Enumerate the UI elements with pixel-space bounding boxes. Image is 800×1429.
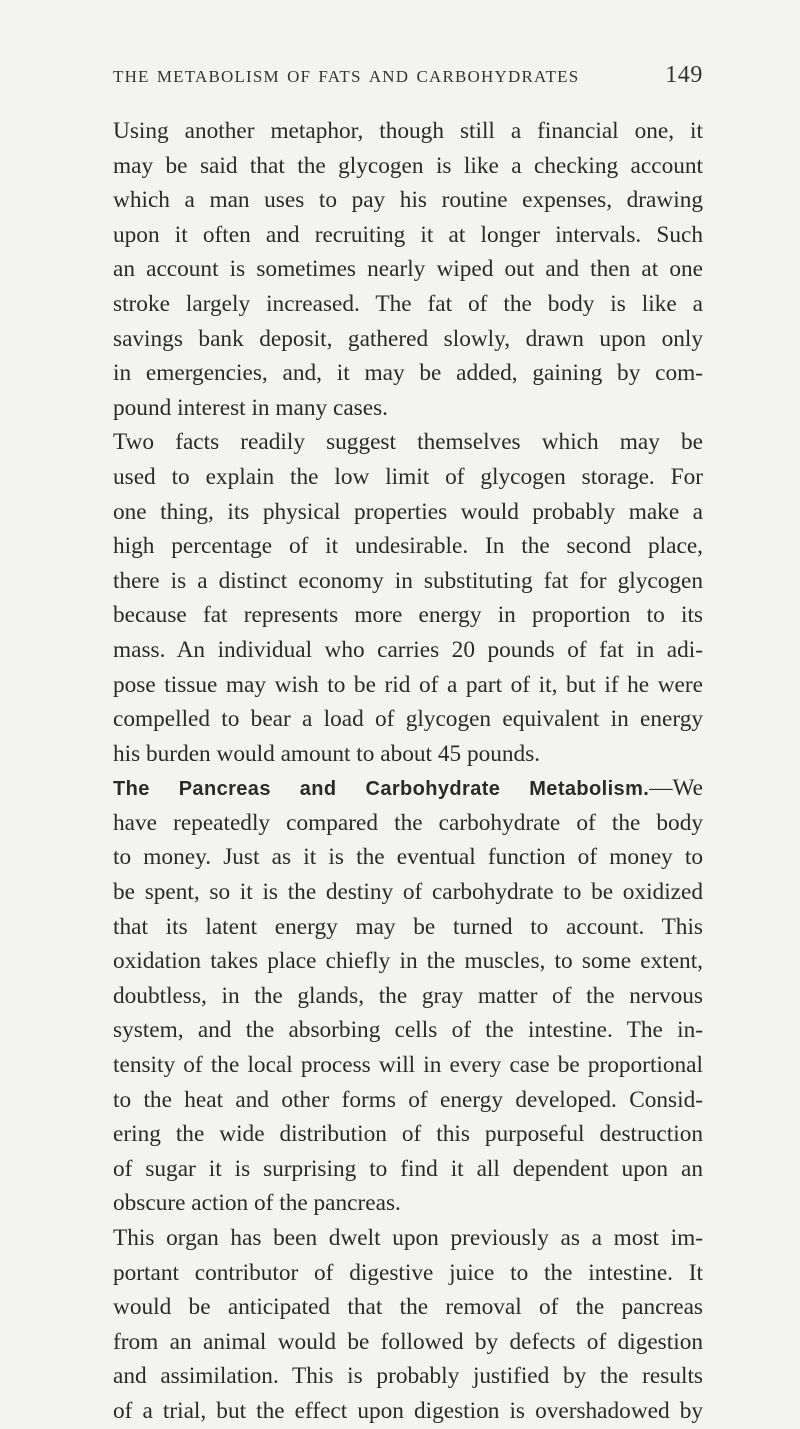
text-line: would be anticipated that the removal of the pancreas — [113, 1294, 703, 1321]
text-line: This organ has been dwelt upon previously as a most im- — [113, 1225, 703, 1251]
text-line: there is a distinct economy in substituting fat for glycogen — [113, 567, 703, 594]
text-line: an account is sometimes nearly wiped out and then at one — [113, 256, 703, 283]
body-text — [113, 114, 703, 1429]
text-line: Using another metaphor, though still a financial one, it — [113, 118, 703, 144]
section-heading-line — [113, 771, 703, 806]
text-line: from an animal would be followed by defects of digestion — [113, 1328, 703, 1355]
text-line: one thing, its physical properties would probably make a — [113, 498, 703, 525]
section-heading: The Pancreas and Carbohydrate Metabolism. — [113, 778, 650, 801]
text-line: have repeatedly compared the carbohydrate of the body — [113, 809, 703, 836]
text-line: pose tissue may wish to be rid of a part of it, but if he were — [113, 671, 703, 698]
text-line: upon it often and recruiting it at longer intervals. Such — [113, 221, 703, 248]
text-line: of sugar it is surprising to find it all dependent upon an — [113, 1155, 703, 1182]
text-line: high percentage of it undesirable. In the second place, — [113, 533, 703, 560]
text-line: used to explain the low limit of glycogen storage. For — [113, 463, 703, 490]
running-head — [113, 62, 703, 89]
text-line: Two facts readily suggest themselves which may be — [113, 429, 703, 456]
text-line: to money. Just as it is the eventual function of money to — [113, 844, 703, 871]
text-line: compelled to bear a load of glycogen equivalent in energy — [113, 706, 703, 733]
text-line: system, and the absorbing cells of the intestine. The in- — [113, 1017, 703, 1044]
text-line: which a man uses to pay his routine expenses, drawing — [113, 187, 703, 214]
text-line: tensity of the local process will in every case be proportional — [113, 1052, 703, 1079]
text-line: doubtless, in the glands, the gray matter of the nervous — [113, 982, 703, 1009]
text-line: may be said that the glycogen is like a checking account — [113, 152, 703, 179]
text-line: his burden would amount to about 45 pounds. — [113, 740, 541, 767]
text-line: pound interest in many cases. — [113, 394, 388, 421]
text-line: portant contributor of digestive juice to the intestine. It — [113, 1259, 703, 1286]
text-line: because fat represents more energy in proportion to its — [113, 602, 703, 629]
text-line: be spent, so it is the destiny of carbohydrate to be oxidized — [113, 879, 703, 906]
section-heading-continuation: —We — [649, 775, 703, 802]
text-line: stroke largely increased. The fat of the body is like a — [113, 290, 703, 317]
text-line: mass. An individual who carries 20 pounds of fat in adi- — [113, 636, 703, 663]
text-line: ering the wide distribution of this purposeful destruction — [113, 1121, 703, 1148]
text-line: and assimilation. This is probably justified by the results — [113, 1363, 703, 1390]
text-line: of a trial, but the effect upon digestion is overshadowed by — [113, 1397, 703, 1424]
text-line: to the heat and other forms of energy developed. Consid- — [113, 1086, 703, 1113]
text-line: savings bank deposit, gathered slowly, drawn upon only — [113, 325, 703, 352]
text-line: oxidation takes place chiefly in the muscles, to some extent, — [113, 948, 703, 975]
text-line: obscure action of the pancreas. — [113, 1190, 401, 1217]
page-number: 149 — [665, 62, 703, 88]
running-head-title: the metabolism of fats and carbohydrates — [113, 62, 580, 88]
text-line: that its latent energy may be turned to account. This — [113, 913, 703, 940]
text-line: in emergencies, and, it may be added, gaining by com- — [113, 360, 703, 387]
